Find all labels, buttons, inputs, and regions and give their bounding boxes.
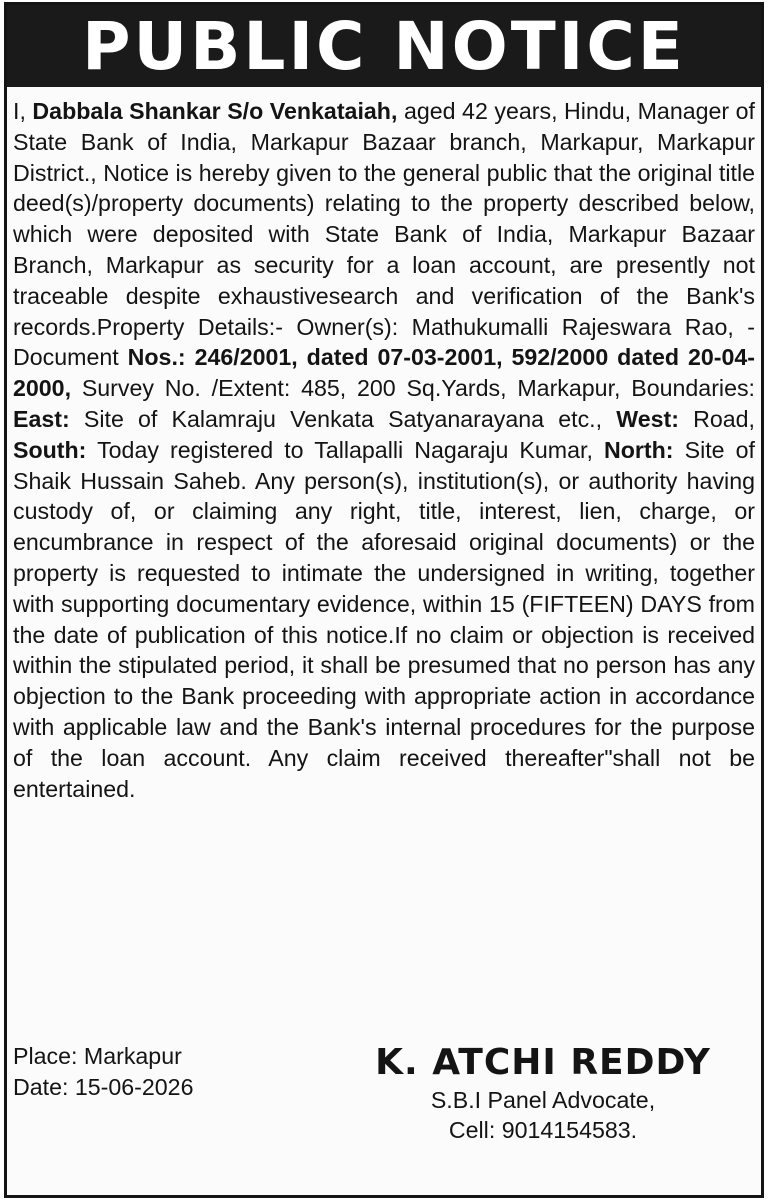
place-line: Place: Markapur	[13, 1043, 182, 1069]
body-segment-bold: North:	[603, 436, 674, 463]
body-segment-bold: Nos.: 246/2001, dated 07-03-2001, 592/2000 dated 20-04-2000,	[13, 344, 755, 402]
body-segment-bold: South:	[13, 436, 87, 463]
body-segment-bold: West:	[616, 405, 679, 432]
body-segment-bold: East:	[13, 405, 70, 432]
body-segment: Today registered to Tallapalli Nagaraju Kumar,	[86, 436, 604, 463]
body-segment: aged 42 years, Hindu, Manager of State Bank of India, Markapur Bazaar branch, Markapur, Markapur District., Notice is hereby given to the general public that the original title deed(s)/property documents) relating to the property described below, which were deposited with State Bank of India, Markapur Bazaar Branch, Markapur as security for a loan account, are presently not traceable despite exhaustivesearch and verification of the Bank's records.Property Details:- Owner(s): Mathukumalli Rajeswara Rao, - Document	[13, 98, 755, 371]
place-date-block	[13, 1041, 193, 1145]
notice-body	[13, 96, 755, 804]
signatory-contact: Cell: 9014154583.	[448, 1117, 638, 1143]
signature-block	[353, 1041, 733, 1145]
body-segment: Road,	[678, 405, 755, 432]
notice-banner	[7, 5, 761, 87]
signatory-designation: S.B.I Panel Advocate,	[430, 1087, 656, 1113]
notice-title: PUBLIC NOTICE	[82, 7, 686, 85]
body-segment: Survey No. /Extent: 485, 200 Sq.Yards, Markapur, Boundaries:	[71, 375, 755, 402]
public-notice	[4, 2, 764, 1198]
notice-footer	[13, 1041, 755, 1145]
body-segment-bold: Dabbala Shankar S/o Venkataiah,	[32, 98, 398, 124]
signatory-name: K. ATCHI REDDY	[375, 1042, 711, 1083]
body-segment: Site of Shaik Hussain Saheb. Any person(s), institution(s), or authority having custody of, or claiming any right, title, interest, lien, charge, or encumbrance in respect of the aforesaid original documents) or the property is requested to intimate the undersigned in writing, together with supporting documentary evidence, within 15 (FIFTEEN) DAYS from the date of publication of this notice.If no claim or objection is received within the stipulated period, it shall be presumed that no person has any objection to the Bank proceeding with appropriate action in accordance with applicable law and the Bank's internal procedures for the purpose of the loan account. Any claim received thereafter"shall not be entertained.	[13, 436, 755, 802]
body-segment: Site of Kalamraju Venkata Satyanarayana etc.,	[69, 405, 617, 432]
date-line: Date: 15-06-2026	[13, 1073, 194, 1100]
body-segment: I,	[13, 98, 33, 124]
